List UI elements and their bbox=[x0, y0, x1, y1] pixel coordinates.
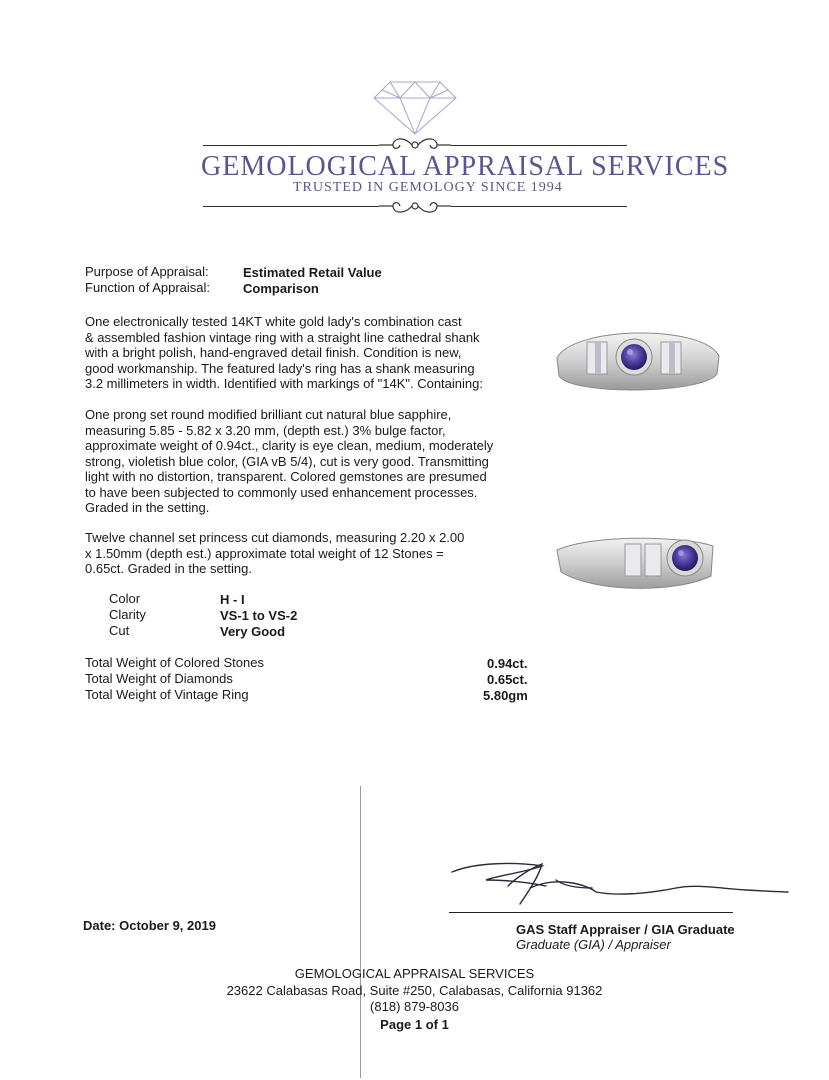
description-line: x 1.50mm (depth est.) approximate total weight of 12 Stones = bbox=[85, 545, 444, 561]
grade-value-color: H - I bbox=[220, 592, 245, 607]
ring-photo-front bbox=[553, 318, 723, 400]
description-line: One electronically tested 14KT white gold lady's combination cast bbox=[85, 314, 462, 329]
grade-label-clarity: Clarity bbox=[109, 607, 146, 622]
description-line: approximate weight of 0.94ct., clarity is eye clean, medium, moderately bbox=[85, 438, 494, 453]
appraiser-title: GAS Staff Appraiser / GIA Graduate bbox=[516, 922, 735, 937]
description-line: to have been subjected to commonly used enhancement processes. bbox=[85, 484, 478, 500]
company-tagline: TRUSTED IN GEMOLOGY SINCE 1994 bbox=[293, 180, 563, 195]
appraiser-subtitle: Graduate (GIA) / Appraiser bbox=[516, 937, 671, 952]
total-value-diamonds: 0.65ct. bbox=[487, 672, 528, 687]
total-value-colored-stones: 0.94ct. bbox=[487, 656, 528, 671]
header-rule-top-left bbox=[203, 145, 379, 146]
grade-value-clarity: VS-1 to VS-2 bbox=[220, 608, 298, 623]
function-label: Function of Appraisal: bbox=[85, 280, 211, 295]
scroll-ornament-bottom-icon bbox=[379, 195, 451, 217]
signature-line bbox=[449, 912, 733, 913]
grade-value-cut: Very Good bbox=[220, 624, 286, 639]
header-rule-top-right bbox=[451, 145, 627, 146]
grade-label-color: Color bbox=[109, 591, 141, 606]
page-number: Page 1 of 1 bbox=[380, 1017, 449, 1032]
description-line: light with no distortion, transparent. Colored gemstones are presumed bbox=[85, 469, 487, 484]
description-line: strong, violetish blue color, (GIA vB 5/4), cut is very good. Transmitting bbox=[85, 453, 489, 469]
total-label-diamonds: Total Weight of Diamonds bbox=[85, 671, 233, 686]
header-rule-bottom-right bbox=[451, 206, 627, 207]
appraisal-date: Date: October 9, 2019 bbox=[83, 918, 216, 933]
description-paragraph-1 bbox=[85, 314, 483, 392]
description-line: Graded in the setting. bbox=[85, 500, 210, 515]
footer-phone: (818) 879-8036 bbox=[370, 999, 459, 1014]
description-line: Twelve channel set princess cut diamonds, measuring 2.20 x 2.00 bbox=[85, 530, 465, 545]
description-paragraph-3 bbox=[85, 530, 464, 577]
ring-photo-angle bbox=[553, 528, 723, 598]
description-line: & assembled fashion vintage ring with a straight line cathedral shank bbox=[85, 329, 480, 345]
purpose-value: Estimated Retail Value bbox=[243, 265, 382, 280]
description-line: 0.65ct. Graded in the setting. bbox=[85, 561, 252, 576]
description-line: 3.2 millimeters in width. Identified with markings of "14K". Containing: bbox=[85, 376, 483, 391]
description-line: good workmanship. The featured lady's ring has a shank measuring bbox=[85, 360, 475, 376]
purpose-label: Purpose of Appraisal: bbox=[85, 264, 209, 279]
total-label-colored-stones: Total Weight of Colored Stones bbox=[85, 655, 264, 670]
company-name: GEMOLOGICAL APPRAISAL SERVICES bbox=[201, 151, 730, 182]
description-line: measuring 5.85 - 5.82 x 3.20 mm, (depth est.) 3% bulge factor, bbox=[85, 422, 446, 438]
center-fold-line bbox=[360, 786, 361, 1078]
total-value-ring: 5.80gm bbox=[483, 688, 528, 703]
function-value: Comparison bbox=[243, 281, 319, 296]
total-label-ring: Total Weight of Vintage Ring bbox=[85, 687, 249, 702]
description-paragraph-2 bbox=[85, 407, 493, 516]
description-line: with a bright polish, hand-engraved detail finish. Condition is new, bbox=[85, 345, 462, 360]
header-rule-bottom-left bbox=[203, 206, 379, 207]
description-line: One prong set round modified brilliant cut natural blue sapphire, bbox=[85, 407, 452, 422]
grade-label-cut: Cut bbox=[109, 623, 130, 638]
footer-company: GEMOLOGICAL APPRAISAL SERVICES bbox=[294, 966, 535, 981]
footer-address: 23622 Calabasas Road, Suite #250, Calabasas, California 91362 bbox=[226, 983, 603, 998]
diamond-icon bbox=[370, 78, 460, 138]
handwritten-signature bbox=[446, 858, 791, 914]
